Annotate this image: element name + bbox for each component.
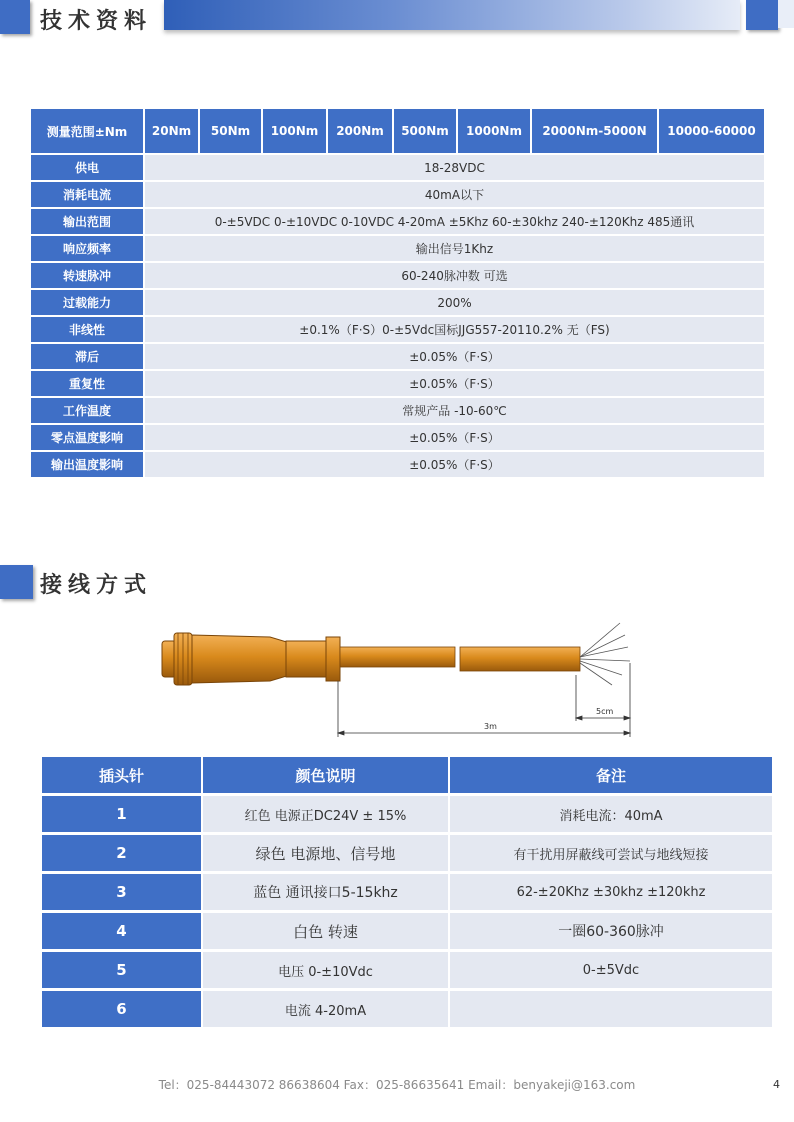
section-accent-square: [0, 565, 33, 599]
pin-note: 有干扰用屏蔽线可尝试与地线短接: [450, 835, 772, 871]
spec-header-row: [31, 109, 764, 153]
spec-label: 零点温度影响: [31, 425, 143, 450]
pin-color: 红色 电源正DC24V ± 15%: [203, 796, 448, 832]
range-cell: 1000Nm: [458, 109, 530, 153]
spec-value: ±0.05%（F·S）: [145, 425, 764, 450]
pin-note: [450, 991, 772, 1027]
pin-row: [42, 952, 772, 988]
pin-number: 1: [42, 796, 201, 832]
spec-row: [31, 425, 764, 450]
section-title-tech-data: 技术资料: [40, 9, 153, 34]
spec-value: 0-±5VDC 0-±10VDC 0-10VDC 4-20mA ±5Khz 60-±30khz 240-±120Khz 485通讯: [145, 209, 764, 234]
pin-note: 一圈60-360脉冲: [450, 913, 772, 949]
pin-row: [42, 796, 772, 832]
pin-header-row: [42, 757, 772, 793]
spec-row: [31, 236, 764, 261]
spec-row: [31, 371, 764, 396]
spec-row: [31, 344, 764, 369]
banner-right-square: [746, 0, 778, 30]
banner-accent-square: [0, 0, 30, 34]
spec-label: 消耗电流: [31, 182, 143, 207]
spec-row: [31, 398, 764, 423]
range-cell: 2000Nm-5000N: [532, 109, 657, 153]
spec-value: 输出信号1Khz: [145, 236, 764, 261]
color-header: 颜色说明: [203, 757, 448, 793]
spec-value: ±0.05%（F·S）: [145, 452, 764, 477]
pin-number: 5: [42, 952, 201, 988]
range-cell: 50Nm: [200, 109, 261, 153]
spec-header-label: 测量范围±Nm: [31, 109, 143, 153]
cable-icon: [340, 647, 580, 671]
spec-label: 输出范围: [31, 209, 143, 234]
page-number: 4: [773, 1078, 780, 1091]
pin-row: [42, 835, 772, 871]
spec-value: 常规产品 -10-60℃: [145, 398, 764, 423]
footer-contact: Tel：025-84443072 86638604 Fax：025-86635641 Email：benyakeji@163.com: [158, 1078, 636, 1092]
pin-color: 电压 0-±10Vdc: [203, 952, 448, 988]
spec-value: ±0.05%（F·S）: [145, 344, 764, 369]
pin-note: 0-±5Vdc: [450, 952, 772, 988]
spec-value: 60-240脉冲数 可选: [145, 263, 764, 288]
pin-note: 62-±20Khz ±30khz ±120khz: [450, 874, 772, 910]
spec-label: 非线性: [31, 317, 143, 342]
spec-value: 18-28VDC: [145, 155, 764, 180]
spec-row: [31, 209, 764, 234]
pin-number: 6: [42, 991, 201, 1027]
range-cell: 500Nm: [394, 109, 456, 153]
spec-value: ±0.1%（F·S）0-±5Vdc国标JJG557-20110.2% 无（FS): [145, 317, 764, 342]
spec-label: 工作温度: [31, 398, 143, 423]
banner-gradient: [164, 0, 740, 30]
spec-table: [29, 107, 766, 479]
pin-note: 消耗电流：40mA: [450, 796, 772, 832]
spec-row: [31, 317, 764, 342]
tail-label: 5cm: [596, 707, 614, 716]
banner-right-tab: [778, 0, 794, 28]
pin-row: [42, 913, 772, 949]
pin-row: [42, 991, 772, 1027]
spec-label: 供电: [31, 155, 143, 180]
spec-label: 响应频率: [31, 236, 143, 261]
spec-row: [31, 263, 764, 288]
pin-row: [42, 874, 772, 910]
range-cell: 10000-60000: [659, 109, 764, 153]
pin-number: 4: [42, 913, 201, 949]
pin-header: 插头针: [42, 757, 201, 793]
connector-icon: [162, 633, 340, 685]
spec-row: [31, 452, 764, 477]
pin-color: 白色 转速: [203, 913, 448, 949]
pin-color: 蓝色 通讯接口5-15khz: [203, 874, 448, 910]
section-title-wiring: 接线方式: [40, 573, 153, 598]
cable-diagram: [150, 615, 650, 745]
range-cell: 200Nm: [328, 109, 392, 153]
spec-row: [31, 290, 764, 315]
spec-row: [31, 155, 764, 180]
length-label: 3m: [484, 722, 497, 731]
pin-number: 2: [42, 835, 201, 871]
pin-color: 电流 4-20mA: [203, 991, 448, 1027]
spec-value: ±0.05%（F·S）: [145, 371, 764, 396]
spec-label: 输出温度影响: [31, 452, 143, 477]
wire-ends-icon: [580, 623, 630, 685]
spec-label: 滞后: [31, 344, 143, 369]
range-cell: 100Nm: [263, 109, 326, 153]
spec-value: 200%: [145, 290, 764, 315]
range-cell: 20Nm: [145, 109, 198, 153]
spec-value: 40mA以下: [145, 182, 764, 207]
note-header: 备注: [450, 757, 772, 793]
pin-table: [40, 754, 774, 1030]
spec-label: 转速脉冲: [31, 263, 143, 288]
spec-row: [31, 182, 764, 207]
pin-number: 3: [42, 874, 201, 910]
spec-label: 过载能力: [31, 290, 143, 315]
pin-color: 绿色 电源地、信号地: [203, 835, 448, 871]
spec-label: 重复性: [31, 371, 143, 396]
